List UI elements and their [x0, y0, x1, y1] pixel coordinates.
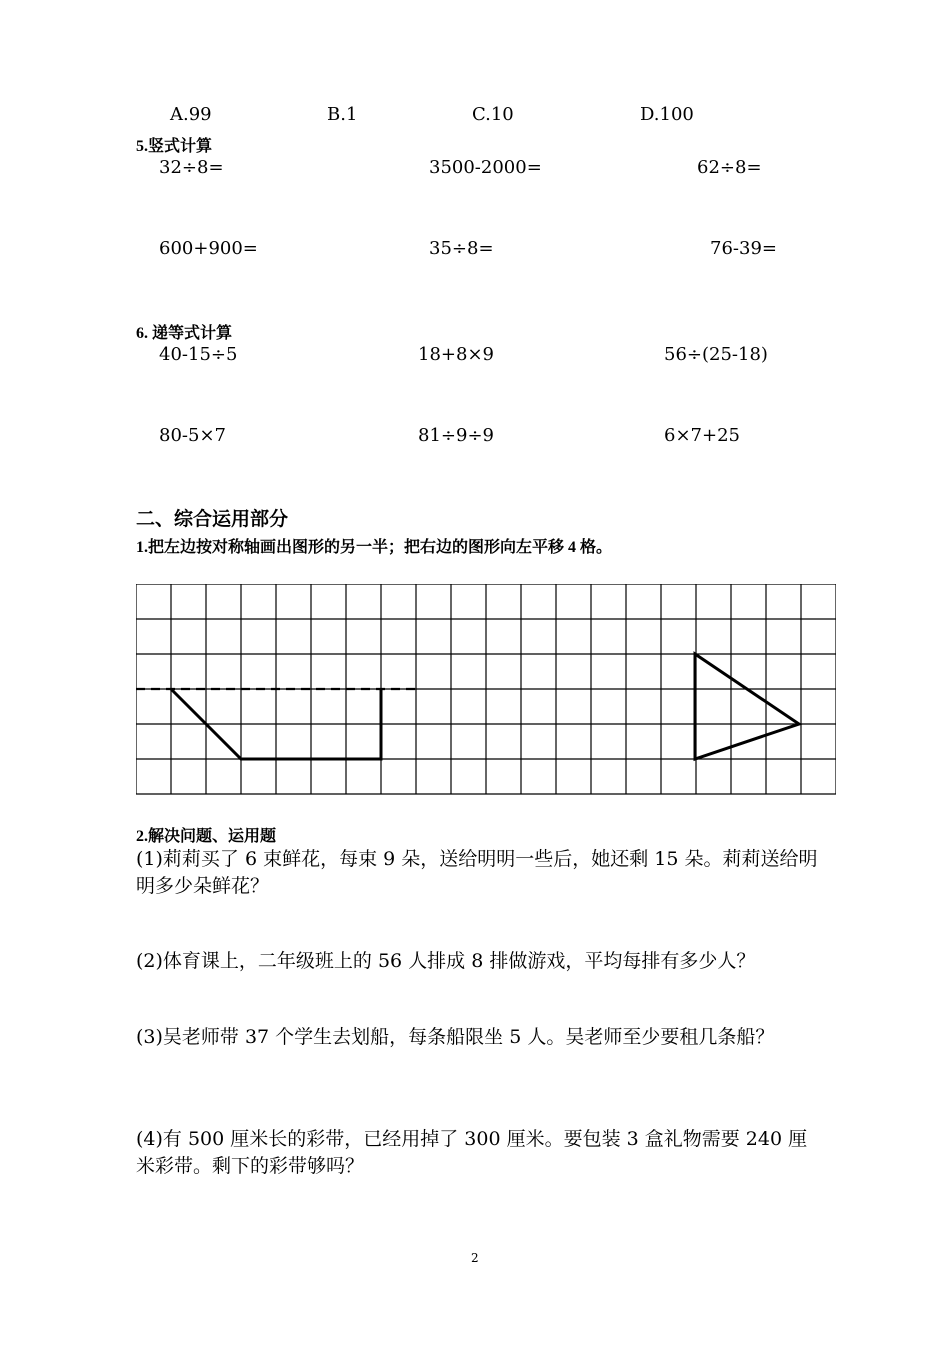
part2-q2-title: 2.解决问题、运用题	[136, 828, 277, 845]
problem-2: (2)体育课上，二年级班上的 56 人排成 8 排做游戏，平均每排有多少人？	[136, 950, 756, 972]
calc-item: 76-39=	[710, 238, 777, 259]
right-triangle-shape	[695, 654, 799, 759]
calc-item: 3500-2000=	[429, 157, 542, 178]
part2-q1: 1.把左边按对称轴画出图形的另一半；把右边的图形向左平移 4 格。	[136, 539, 613, 556]
option-d: D.100	[640, 104, 694, 125]
calc-item: 81÷9÷9	[418, 425, 494, 446]
option-b: B.1	[327, 104, 358, 125]
problem-3: (3)吴老师带 37 个学生去划船，每条船限坐 5 人。吴老师至少要租几条船？	[136, 1026, 775, 1048]
calc-item: 18+8×9	[418, 344, 494, 365]
calc-item: 80-5×7	[159, 425, 226, 446]
section5-title: 5.竖式计算	[136, 138, 213, 155]
calc-item: 40-15÷5	[159, 344, 238, 365]
calc-item: 62÷8=	[697, 157, 762, 178]
page-number: 2	[471, 1251, 479, 1265]
drawing-grid	[136, 584, 836, 796]
calc-item: 35÷8=	[429, 238, 494, 259]
problem-4: (4)有 500 厘米长的彩带，已经用掉了 300 厘米。要包装 3 盒礼物需要 240 厘米彩带。剩下的彩带够吗？	[136, 1128, 808, 1177]
calc-item: 32÷8=	[159, 157, 224, 178]
calc-item: 6×7+25	[664, 425, 740, 446]
problem-1: (1)莉莉买了 6 束鲜花，每束 9 朵，送给明明一些后，她还剩 15 朵。莉莉送给明明多少朵鲜花？	[136, 848, 818, 897]
section6-title: 6. 递等式计算	[136, 325, 233, 342]
option-a: A.99	[170, 104, 212, 125]
part2-title: 二、综合运用部分	[136, 508, 289, 530]
option-c: C.10	[472, 104, 514, 125]
calc-item: 600+900=	[159, 238, 258, 259]
calc-item: 56÷(25-18)	[664, 344, 768, 365]
